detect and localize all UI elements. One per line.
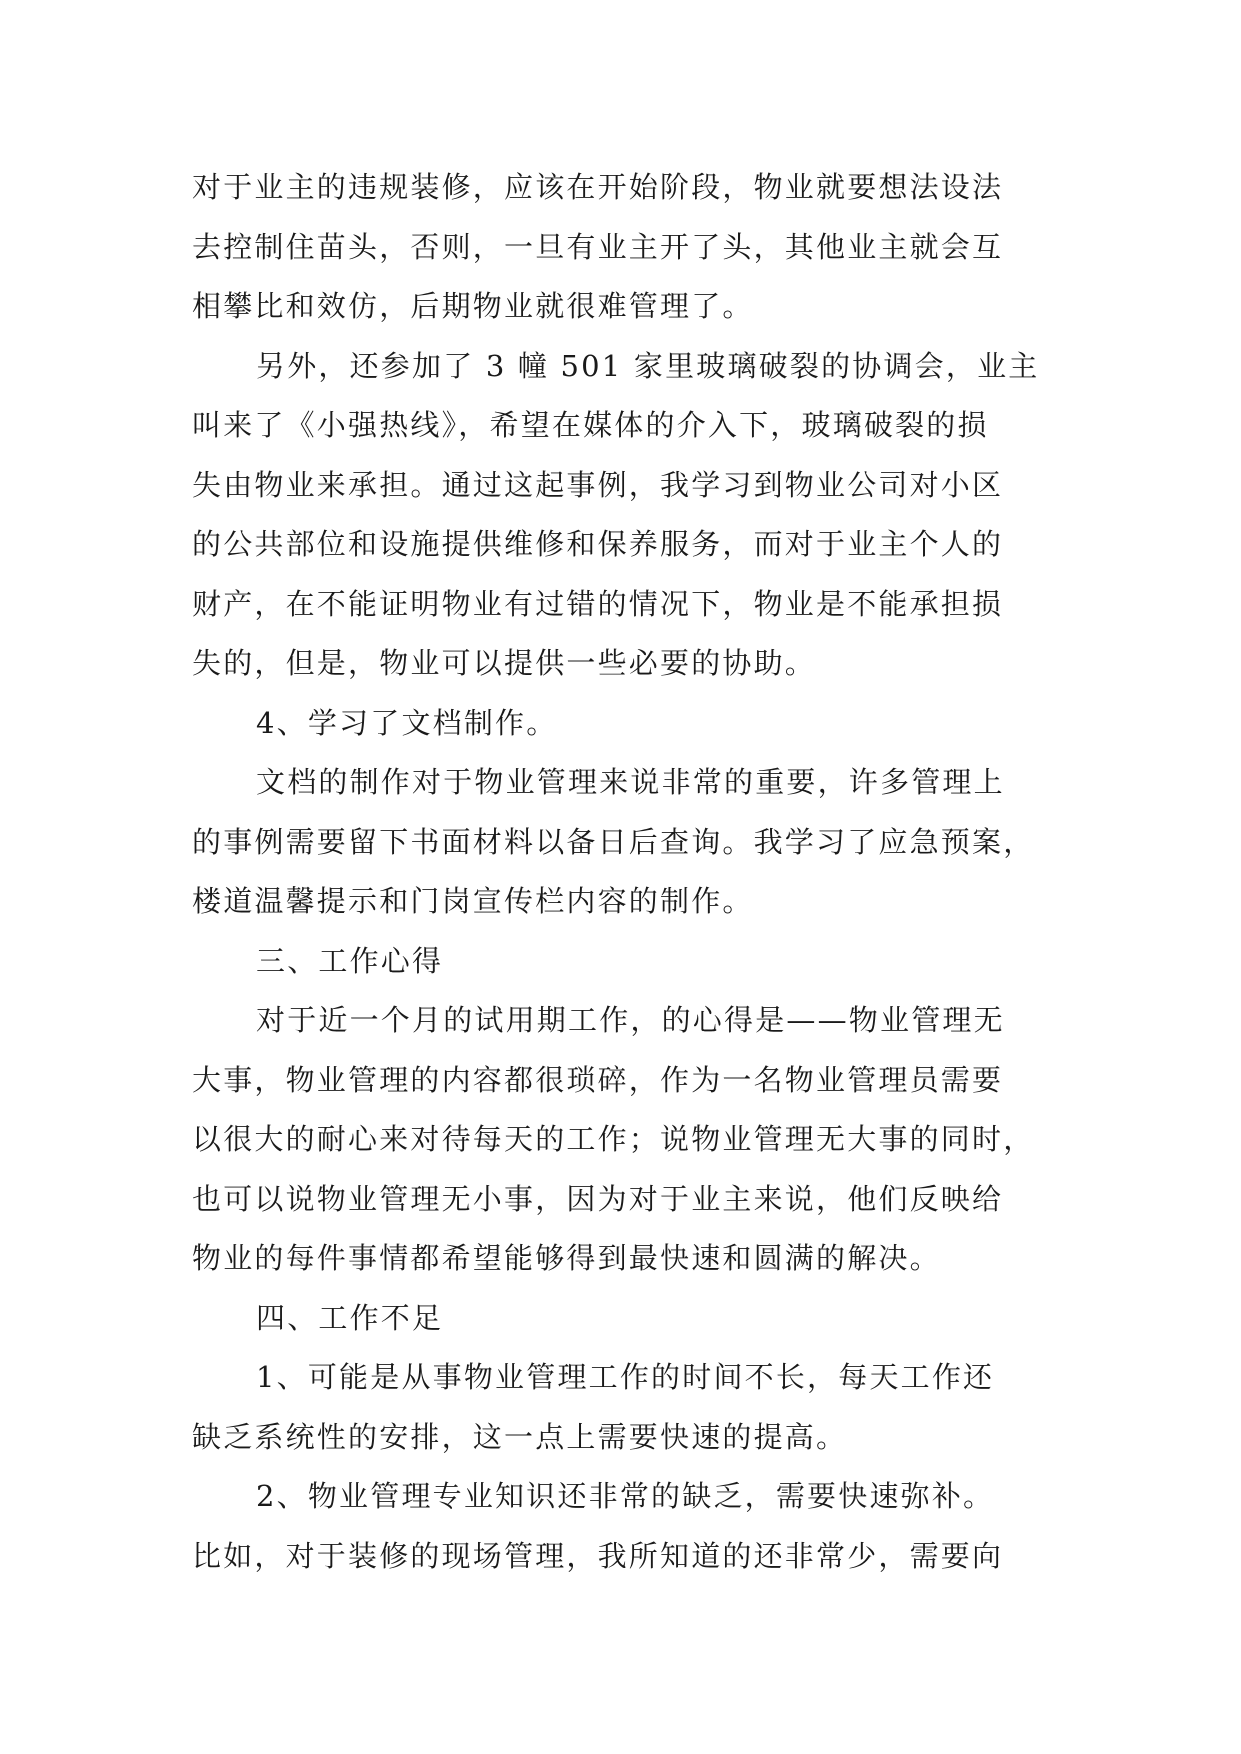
text-line: 文档的制作对于物业管理来说非常的重要，许多管理上: [256, 765, 1005, 799]
text-line: 叫来了《小强热线》，希望在媒体的介入下，玻璃破裂的损: [192, 408, 989, 442]
text-line: 四、工作不足: [256, 1300, 444, 1335]
text-line: 财产，在不能证明物业有过错的情况下，物业是不能承担损: [192, 586, 1004, 621]
text-line: 另外，还参加了 3 幢 501 家里玻璃破裂的协调会，业主: [256, 348, 1040, 383]
text-line: 的公共部位和设施提供维修和保养服务，而对于业主个人的: [192, 527, 1004, 561]
paragraph-work-experience: [192, 991, 1054, 1289]
text-line: 对于业主的违规装修，应该在开始阶段，物业就要想法设法: [192, 170, 1004, 204]
text-line: 缺乏系统性的安排，这一点上需要快速的提高。: [192, 1419, 848, 1454]
text-line: 三、工作心得: [256, 943, 444, 978]
paragraph-shortcoming-2: [192, 1467, 1054, 1586]
text-line: 的事例需要留下书面材料以备日后查询。我学习了应急预案，: [192, 824, 1035, 859]
text-line: 1、可能是从事物业管理工作的时间不长，每天工作还: [256, 1360, 995, 1394]
section-heading-shortcomings: [192, 1289, 1054, 1349]
text-line: 相攀比和效仿，后期物业就很难管理了。: [192, 289, 754, 323]
text-line: 也可以说物业管理无小事，因为对于业主来说，他们反映给: [192, 1181, 1004, 1216]
text-line: 比如，对于装修的现场管理，我所知道的还非常少，需要向: [192, 1538, 1004, 1573]
text-line: 对于近一个月的试用期工作，的心得是——物业管理无: [256, 1003, 1005, 1037]
text-line: 以很大的耐心来对待每天的工作；说物业管理无大事的同时，: [192, 1122, 1035, 1156]
text-line: 2、物业管理专业知识还非常的缺乏，需要快速弥补。: [256, 1479, 995, 1513]
section-item-4-heading: [192, 694, 1054, 754]
text-line: 失的，但是，物业可以提供一些必要的协助。: [192, 646, 817, 680]
paragraph-documentation: [192, 753, 1054, 932]
text-line: 失由物业来承担。通过这起事例，我学习到物业公司对小区: [192, 467, 1004, 502]
document-body: [192, 158, 1054, 1586]
section-heading-work-experience: [192, 932, 1054, 992]
paragraph-renovation: [192, 158, 1054, 337]
paragraph-shortcoming-1: [192, 1348, 1054, 1467]
text-line: 去控制住苗头，否则，一旦有业主开了头，其他业主就会互: [192, 229, 1004, 264]
text-line: 大事，物业管理的内容都很琐碎，作为一名物业管理员需要: [192, 1062, 1004, 1097]
text-line: 物业的每件事情都希望能够得到最快速和圆满的解决。: [192, 1241, 941, 1275]
text-line: 4、学习了文档制作。: [256, 705, 558, 740]
text-line: 楼道温馨提示和门岗宣传栏内容的制作。: [192, 884, 754, 918]
paragraph-glass-incident: [192, 337, 1054, 694]
